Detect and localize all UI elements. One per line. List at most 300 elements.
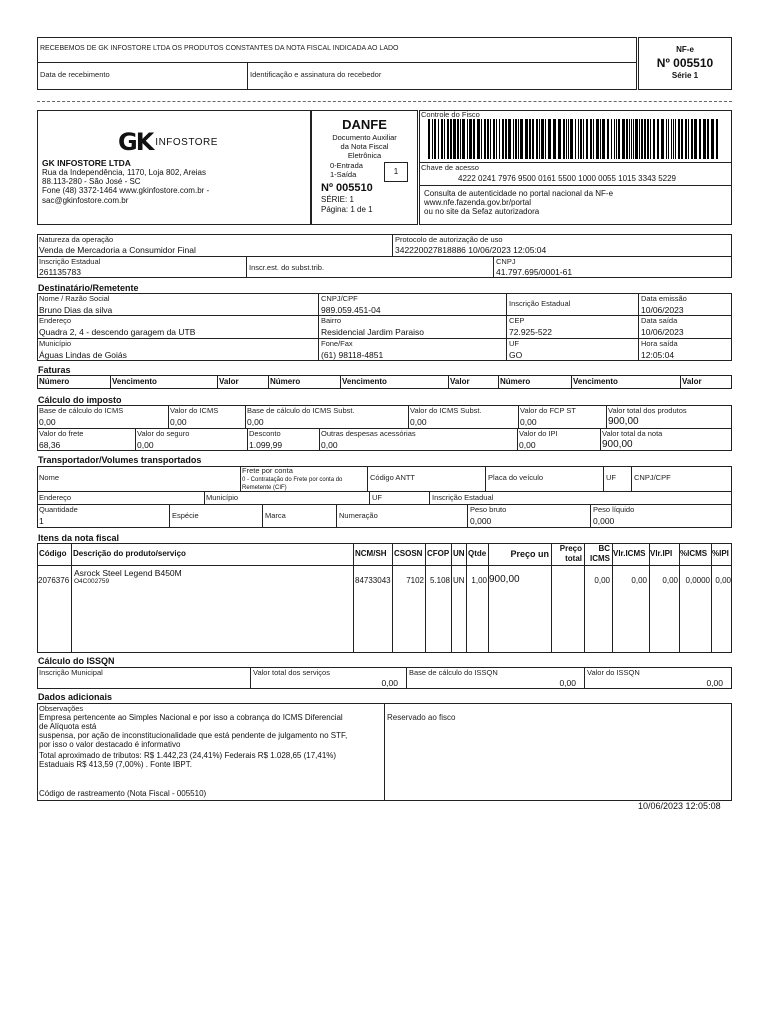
barcode-bar <box>532 119 534 159</box>
itens-v2 <box>353 543 354 653</box>
issqn-valor-label: Valor do ISSQN <box>587 668 640 677</box>
adicionais-vline <box>384 703 385 801</box>
issqn-section: Cálculo do ISSQN <box>38 656 115 666</box>
danfe-numero: Nº 005510 <box>321 182 373 194</box>
fat-v5 <box>448 375 449 389</box>
barcode-bar <box>490 119 491 159</box>
imp-total-produtos-label: Valor total dos produtos <box>608 406 687 415</box>
col-vlr-ipi: Vlr.IPI <box>650 549 673 558</box>
destinatario-section: Destinatário/Remetente <box>38 283 139 293</box>
barcode-bar <box>575 119 576 159</box>
dest-hora-label: Hora saída <box>641 339 678 348</box>
barcode-bar <box>513 119 514 159</box>
emitente-name: GK INFOSTORE LTDA <box>42 158 131 168</box>
dest-municipio: Águas Lindas de Goiás <box>39 350 127 360</box>
dest-v1 <box>318 293 319 361</box>
obs-line-6: Estaduais R$ 413,59 (7,00%) . Fonte IBPT. <box>39 760 192 769</box>
fatura-col-vencimento-2: Vencimento <box>342 377 387 386</box>
dest-cpf: 989.059.451-04 <box>321 305 381 315</box>
fatura-col-valor-3: Valor <box>682 377 702 386</box>
issqn-v1 <box>250 667 251 689</box>
barcode-bar <box>539 119 540 159</box>
tr-frete-label: Frete por conta <box>242 466 293 475</box>
barcode-bar <box>707 119 709 159</box>
faturas-section: Faturas <box>38 365 71 375</box>
imp-seguro-label: Valor do seguro <box>137 429 190 438</box>
itens-v6 <box>466 543 467 653</box>
tr-especie-label: Espécie <box>172 511 199 520</box>
barcode-bar <box>711 119 714 159</box>
barcode-bar <box>473 119 475 159</box>
fatura-col-numero: Número <box>39 377 70 386</box>
obs-line-1: Empresa pertencente ao Simples Nacional e por isso a cobrança do ICMS Diferencial <box>39 713 343 722</box>
barcode-bar <box>641 119 643 159</box>
dest-hora: 12:05:04 <box>641 350 675 360</box>
issqn-valor: 0,00 <box>706 678 723 688</box>
imp-r1-v3 <box>408 405 409 428</box>
dest-emissao-label: Data emissão <box>641 294 687 303</box>
tr-ie-label: Inscrição Estadual <box>432 493 494 502</box>
fat-v2 <box>217 375 218 389</box>
itens-header-divider <box>37 565 732 566</box>
item-un: UN <box>453 576 465 585</box>
protocolo-label: Protocolo de autorização de uso <box>395 235 503 244</box>
barcode-bar <box>593 119 594 159</box>
barcode-bar <box>432 119 433 159</box>
reservado-label: Reservado ao fisco <box>387 713 456 722</box>
logo-text: INFOSTORE <box>155 136 218 148</box>
tr-antt-label: Código ANTT <box>370 473 416 482</box>
item-codigo: 2076376 <box>38 576 70 585</box>
barcode-bar <box>450 119 452 159</box>
imp-total-produtos: 900,00 <box>608 416 639 427</box>
barcode-bar <box>570 119 573 159</box>
barcode-bar <box>650 119 651 159</box>
issqn-im-label: Inscrição Municipal <box>39 668 103 677</box>
imp-r1-v1 <box>168 405 169 428</box>
tr-r2-v1 <box>204 491 205 504</box>
issqn-servicos: 0,00 <box>381 678 398 688</box>
imp-r2-v2 <box>247 428 248 451</box>
controle-label: Controle do Fisco <box>421 110 480 119</box>
col-un: UN <box>453 549 465 558</box>
item-descricao2: O4C002759 <box>74 578 110 585</box>
dest-ie-label: Inscrição Estadual <box>509 299 571 308</box>
imp-r1-v5 <box>606 405 607 428</box>
imp-fcp-st-label: Valor do FCP ST <box>520 406 576 415</box>
tr-r3-v3 <box>336 504 337 528</box>
barcode-bar <box>453 119 456 159</box>
barcode-bar <box>505 119 507 159</box>
imp-bc-st-label: Base de cálculo do ICMS Subst. <box>247 406 355 415</box>
barcode-bar <box>685 119 687 159</box>
barcode-bar <box>481 119 482 159</box>
imp-icms-label: Valor do ICMS <box>170 406 219 415</box>
obs-line-4: por isso o valor destacado é informativo <box>39 740 181 749</box>
barcode <box>428 119 726 159</box>
barcode-bar <box>673 119 674 159</box>
barcode-bar <box>647 119 649 159</box>
barcode-bar <box>681 119 683 159</box>
barcode-bar <box>444 119 445 159</box>
barcode-bar <box>666 119 667 159</box>
imp-ipi-label: Valor do IPI <box>519 429 558 438</box>
barcode-bar <box>661 119 664 159</box>
fat-v7 <box>571 375 572 389</box>
dest-uf-label: UF <box>509 339 519 348</box>
danfe-desc1: Documento Auxiliar <box>332 133 397 142</box>
barcode-bar <box>716 119 718 159</box>
col-bc-1: BC <box>598 544 610 553</box>
tr-r3-v4 <box>467 504 468 528</box>
col-cfop: CFOP <box>427 549 450 558</box>
imp-icms-st: 0,00 <box>410 417 427 427</box>
ie-vline <box>246 256 247 278</box>
barcode-bar <box>536 119 538 159</box>
barcode-bar <box>653 119 655 159</box>
tr-cnpj-label: CNPJ/CPF <box>634 473 671 482</box>
imp-r2-v5 <box>600 428 601 451</box>
issqn-base-label: Base de cálculo do ISSQN <box>409 668 498 677</box>
item-descricao: Asrock Steel Legend B450M <box>74 568 182 578</box>
barcode-bar <box>586 119 588 159</box>
consulta-line2: www.nfe.fazenda.gov.br/portal <box>424 198 532 207</box>
dest-saida: 10/06/2023 <box>641 327 684 337</box>
tr-municipio-label: Município <box>206 493 239 502</box>
barcode-bar <box>657 119 659 159</box>
imp-frete: 68,36 <box>39 440 61 450</box>
barcode-bar <box>644 119 646 159</box>
barcode-bar <box>548 119 551 159</box>
issqn-v2 <box>406 667 407 689</box>
tr-div1 <box>37 491 732 492</box>
barcode-bar <box>607 119 609 159</box>
barcode-bar <box>668 119 669 159</box>
item-cfop: 5.108 <box>429 576 450 585</box>
barcode-bar <box>614 119 615 159</box>
tr-r2-v3 <box>429 491 430 504</box>
item-p-icms: 0,0000 <box>685 576 710 585</box>
danfe-entrada: 0-Entrada <box>330 161 363 170</box>
item-ncm: 84733043 <box>355 576 391 585</box>
dest-cpf-label: CNPJ/CPF <box>321 294 358 303</box>
col-preco-total-2: total <box>565 554 582 563</box>
col-codigo: Código <box>39 549 67 558</box>
cnpj-label: CNPJ <box>496 257 516 266</box>
tr-r3-v5 <box>590 504 591 528</box>
col-csosn: CSOSN <box>394 549 423 558</box>
col-vlr-icms: Vlr.ICMS <box>613 549 646 558</box>
imp-desconto: 1.099,99 <box>249 440 283 450</box>
tr-placa-label: Placa do veículo <box>488 473 544 482</box>
natureza-value: Venda de Mercadoria a Consumidor Final <box>39 245 196 255</box>
adicionais-section: Dados adicionais <box>38 692 113 702</box>
dest-fone-label: Fone/Fax <box>321 339 353 348</box>
barcode-bar <box>484 119 486 159</box>
tr-r1-v2 <box>367 466 368 491</box>
tr-peso-bruto: 0,000 <box>470 516 492 526</box>
itens-v13 <box>711 543 712 653</box>
fatura-col-vencimento-3: Vencimento <box>573 377 618 386</box>
danfe-desc3: Eletrônica <box>347 151 382 160</box>
canhoto-divider <box>37 62 637 63</box>
itens-table <box>37 543 732 653</box>
barcode-bar <box>460 119 461 159</box>
barcode-bar <box>469 119 472 159</box>
barcode-bar <box>635 119 638 159</box>
imp-total-nota-label: Valor total da nota <box>602 429 663 438</box>
tr-r1-v4 <box>603 466 604 491</box>
item-p-ipi: 0,00 <box>715 576 731 585</box>
danfe-pagina: Página: 1 de 1 <box>321 205 373 214</box>
identificacao-label: Identificação e assinatura do recebedor <box>250 70 382 79</box>
tr-uf-label: UF <box>606 473 616 482</box>
imp-r2-v3 <box>319 428 320 451</box>
barcode-bar <box>518 119 519 159</box>
itens-section: Itens da nota fiscal <box>38 533 120 543</box>
itens-v12 <box>679 543 680 653</box>
emitente-address2: 88.113-280 - São José - SC <box>42 177 141 186</box>
dest-cep-label: CEP <box>509 316 525 325</box>
col-descricao: Descrição do produto/serviço <box>73 549 186 558</box>
barcode-bar <box>675 119 676 159</box>
barcode-bar <box>462 119 465 159</box>
obs-line-5: Total aproximado de tributos: R$ 1.442,23 (24,41%) Federais R$ 1.028,65 (17,41%) <box>39 751 337 760</box>
itens-v5 <box>451 543 452 653</box>
imp-bc-st: 0,00 <box>247 417 264 427</box>
dest-div1 <box>37 315 732 316</box>
imp-outras-label: Outras despesas acessórias <box>321 429 416 438</box>
fatura-col-numero-2: Número <box>270 377 301 386</box>
tr-frete-value: 0 - Contratação do Frete por conta do Remetente (CIF) <box>242 477 343 491</box>
tr-endereco-label: Endereço <box>39 493 72 502</box>
col-p-icms: %ICMS <box>680 549 708 558</box>
barcode-bar <box>477 119 480 159</box>
barcode-bar <box>671 119 672 159</box>
ie-label: Inscrição Estadual <box>39 257 101 266</box>
dest-emissao: 10/06/2023 <box>641 305 684 315</box>
imp-r1-v2 <box>245 405 246 428</box>
col-qtde: Qtde <box>468 549 487 558</box>
itens-v7 <box>488 543 489 653</box>
tr-numeracao-label: Numeração <box>339 511 378 520</box>
col-bc-2: ICMS <box>590 554 610 563</box>
barcode-bar <box>447 119 449 159</box>
imp-outras: 0,00 <box>321 440 338 450</box>
barcode-bar <box>563 119 565 159</box>
fat-v8 <box>680 375 681 389</box>
tr-nome-label: Nome <box>39 473 60 482</box>
barcode-bar <box>520 119 523 159</box>
barcode-bar <box>694 119 697 159</box>
ie-st-vline <box>493 256 494 278</box>
dest-municipio-label: Município <box>39 339 72 348</box>
imp-r2-v1 <box>135 428 136 451</box>
barcode-bar <box>596 119 599 159</box>
obs-line-2: de Alíquota está <box>39 722 97 731</box>
dest-saida-label: Data saída <box>641 316 678 325</box>
emitente-address1: Rua da Independência, 1170, Loja 802, Areias <box>42 168 206 177</box>
dest-v2 <box>506 293 507 361</box>
barcode-bar <box>580 119 582 159</box>
barcode-bar <box>508 119 511 159</box>
barcode-bar <box>457 119 459 159</box>
col-preco-un: Preço un <box>510 549 549 559</box>
barcode-bar <box>600 119 601 159</box>
imp-total-nota: 900,00 <box>602 439 633 450</box>
itens-v4 <box>425 543 426 653</box>
fat-v3 <box>268 375 269 389</box>
barcode-bar <box>545 119 546 159</box>
fat-v6 <box>498 375 499 389</box>
barcode-bar <box>566 119 567 159</box>
fat-v4 <box>340 375 341 389</box>
consulta-line1: Consulta de autenticidade no portal nacional da NF-e <box>424 189 614 198</box>
obs-label: Observações <box>39 704 84 713</box>
barcode-bar <box>629 119 630 159</box>
logo-mark: GK <box>118 128 153 156</box>
barcode-bar <box>496 119 497 159</box>
consulta-divider <box>419 185 732 186</box>
barcode-bar <box>493 119 495 159</box>
natureza-label: Natureza da operação <box>39 235 114 244</box>
ie-st-label: Inscr.est. do subst.trib. <box>249 263 325 272</box>
item-preco-un: 900,00 <box>489 574 520 585</box>
company-logo <box>118 130 218 154</box>
col-preco-total-1: Preço <box>559 544 582 553</box>
barcode-bar <box>699 119 701 159</box>
barcode-bar <box>578 119 579 159</box>
danfe-tipo: 1 <box>393 167 399 176</box>
canhoto-numero: Nº 005510 <box>656 56 714 70</box>
imp-bc-icms: 0,00 <box>39 417 56 427</box>
fatura-col-valor-2: Valor <box>450 377 470 386</box>
imp-bc-icms-label: Base de cálculo do ICMS <box>39 406 124 415</box>
cnpj-value: 41.797.695/0001-61 <box>496 267 573 277</box>
barcode-bar <box>691 119 693 159</box>
canhoto-text: RECEBEMOS DE GK INFOSTORE LTDA OS PRODUTOS CONSTANTES DA NOTA FISCAL INDICADA AO LADO <box>40 45 399 52</box>
ie-value: 261135783 <box>39 267 81 277</box>
barcode-bar <box>703 119 706 159</box>
tr-uf2-label: UF <box>372 493 382 502</box>
canhoto-serie: Série 1 <box>671 71 699 80</box>
fat-v1 <box>110 375 111 389</box>
imposto-section: Cálculo do imposto <box>38 395 122 405</box>
barcode-bar <box>499 119 500 159</box>
emitente-address3: Fone (48) 3372-1464 www.gkinfostore.com.br - <box>42 186 210 195</box>
dest-bairro: Residencial Jardim Paraiso <box>321 327 424 337</box>
barcode-bar <box>541 119 544 159</box>
barcode-bar <box>428 119 430 159</box>
obs-line-3: suspensa, por ação de inconstitucionalidade que está pendente de julgamento no STF, <box>39 731 348 740</box>
item-qtde: 1,00 <box>471 576 487 585</box>
barcode-bar <box>515 119 517 159</box>
barcode-bar <box>434 119 436 159</box>
item-csosn: 7102 <box>406 576 424 585</box>
itens-v1 <box>71 543 72 653</box>
natureza-vline <box>392 234 393 256</box>
col-ncm: NCM/SH <box>355 549 387 558</box>
protocolo-value: 342220027818886 10/06/2023 12:05:04 <box>395 245 547 255</box>
dest-bairro-label: Bairro <box>321 316 342 325</box>
obs-line-8: Código de rastreamento (Nota Fiscal - 005510) <box>39 789 207 798</box>
tr-r1-v3 <box>485 466 486 491</box>
imp-r2-v4 <box>517 428 518 451</box>
barcode-bar <box>487 119 489 159</box>
imp-desconto-label: Desconto <box>249 429 281 438</box>
barcode-bar <box>467 119 468 159</box>
natureza-divider <box>37 256 732 257</box>
tr-marca-label: Marca <box>265 511 286 520</box>
item-vlr-icms: 0,00 <box>631 576 647 585</box>
emitente-address4: sac@gkinfostore.com.br <box>42 196 129 205</box>
barcode-bar <box>633 119 634 159</box>
itens-v3 <box>392 543 393 653</box>
fatura-col-numero-3: Número <box>500 377 531 386</box>
barcode-bar <box>590 119 592 159</box>
tr-r2-v2 <box>369 491 370 504</box>
barcode-bar <box>616 119 617 159</box>
dest-uf: GO <box>509 350 523 360</box>
item-vlr-ipi: 0,00 <box>662 576 678 585</box>
tr-qtd-label: Quantidade <box>39 505 78 514</box>
barcode-bar <box>688 119 689 159</box>
dest-endereco-label: Endereço <box>39 316 72 325</box>
barcode-bar <box>568 119 569 159</box>
tr-r3-v1 <box>169 504 170 528</box>
tr-peso-liquido-label: Peso líquido <box>593 505 635 514</box>
data-recebimento-label: Data de recebimento <box>40 70 110 79</box>
dest-nome-label: Nome / Razão Social <box>39 294 110 303</box>
issqn-v3 <box>584 667 585 689</box>
imp-seguro: 0,00 <box>137 440 154 450</box>
barcode-bar <box>611 119 612 159</box>
chave-label: Chave de acesso <box>421 163 479 172</box>
col-p-ipi: %IPI <box>712 549 729 558</box>
consulta-line3: ou no site da Sefaz autorizadora <box>424 207 540 216</box>
dest-cep: 72.925-522 <box>509 327 553 337</box>
issqn-servicos-label: Valor total dos serviços <box>253 668 330 677</box>
barcode-bar <box>631 119 632 159</box>
barcode-bar <box>626 119 628 159</box>
tr-qtd: 1 <box>39 516 44 526</box>
barcode-bar <box>618 119 620 159</box>
canhoto-nfe-label: NF-e <box>676 45 694 54</box>
barcode-bar <box>441 119 443 159</box>
imp-fcp-st: 0,00 <box>520 417 537 427</box>
barcode-bar <box>529 119 531 159</box>
imp-r1-v4 <box>518 405 519 428</box>
imp-icms-st-label: Valor do ICMS Subst. <box>410 406 482 415</box>
print-timestamp: 10/06/2023 12:05:08 <box>638 801 721 811</box>
tr-peso-bruto-label: Peso bruto <box>470 505 507 514</box>
itens-v10 <box>612 543 613 653</box>
danfe-desc2: da Nota Fiscal <box>340 142 389 151</box>
issqn-base: 0,00 <box>559 678 576 688</box>
cut-line <box>37 101 732 102</box>
item-bc-icms: 0,00 <box>594 576 610 585</box>
dest-fone: (61) 98118-4851 <box>321 350 384 360</box>
barcode-bar <box>558 119 561 159</box>
dest-endereco: Quadra 2, 4 - descendo garagem da UTB <box>39 327 196 337</box>
barcode-bar <box>583 119 584 159</box>
canhoto-vline <box>247 62 248 90</box>
tr-r1-v1 <box>240 466 241 491</box>
barcode-bar <box>639 119 640 159</box>
barcode-bar <box>553 119 556 159</box>
itens-v11 <box>649 543 650 653</box>
barcode-bar <box>438 119 439 159</box>
